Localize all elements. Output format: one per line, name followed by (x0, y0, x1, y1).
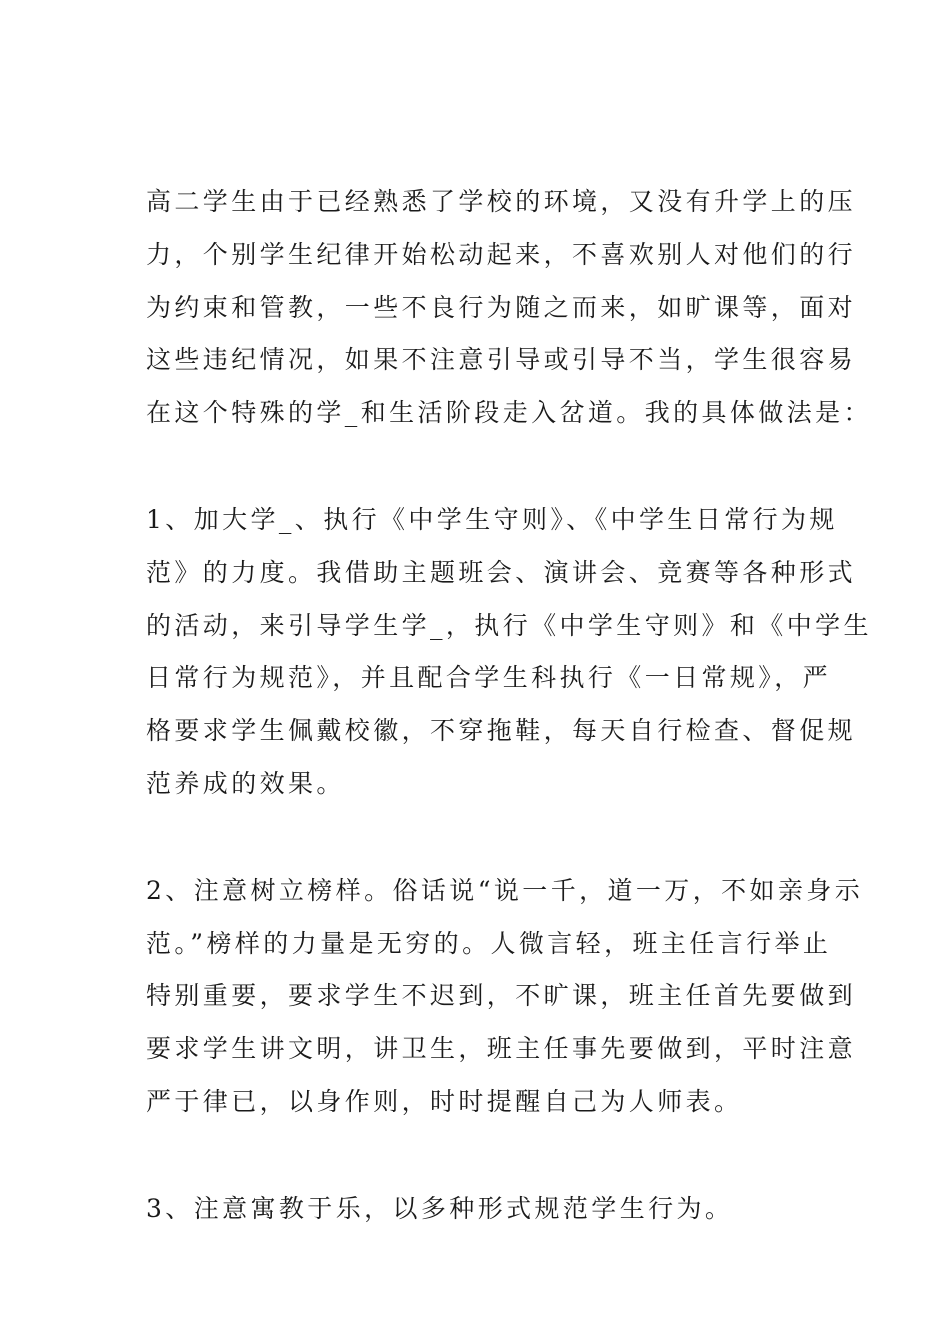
text-line: 格要求学生佩戴校徽，不穿拖鞋，每天自行检查、督促规 (146, 716, 857, 746)
text-line: 1、加大学_、执行《中学生守则》、《中学生日常行为规 (146, 504, 838, 534)
text-line: 的活动，来引导学生学_，执行《中学生守则》和《中学生 (146, 610, 872, 640)
text-line: 力，个别学生纪律开始松动起来，不喜欢别人对他们的行 (146, 239, 857, 269)
text-line: 要求学生讲文明，讲卫生，班主任事先要做到，平时注意 (146, 1034, 857, 1064)
document-body (146, 176, 872, 1236)
text-line: 范》的力度。我借助主题班会、演讲会、竞赛等各种形式 (146, 557, 857, 587)
paragraph-item-1 (146, 494, 872, 811)
text-line: 日常行为规范》，并且配合学生科执行《一日常规》，严 (146, 663, 832, 693)
text-line: 范。”榜样的力量是无穷的。人微言轻，班主任言行举止 (146, 928, 832, 958)
text-line: 3、注意寓教于乐，以多种形式规范学生行为。 (146, 1193, 734, 1223)
text-line: 高二学生由于已经熟悉了学校的环境，又没有升学上的压 (146, 187, 857, 216)
text-line: 严于律已，以身作则，时时提醒自己为人师表。 (146, 1086, 743, 1116)
text-line: 特别重要，要求学生不迟到，不旷课，班主任首先要做到 (146, 981, 857, 1011)
text-line: 2、注意树立榜样。俗话说“说一千，道一万，不如亲身示 (146, 875, 864, 905)
text-line: 范养成的效果。 (146, 768, 345, 798)
paragraph-intro (146, 176, 872, 440)
paragraph-item-2 (146, 865, 864, 1129)
paragraph-item-3 (146, 1183, 806, 1236)
text-line: 为约束和管教，一些不良行为随之而来，如旷课等，面对 (146, 292, 857, 322)
text-line: 这些违纪情况，如果不注意引导或引导不当，学生很容易 (146, 345, 857, 375)
text-line: 在这个特殊的学_和生活阶段走入岔道。我的具体做法是： (146, 398, 872, 428)
